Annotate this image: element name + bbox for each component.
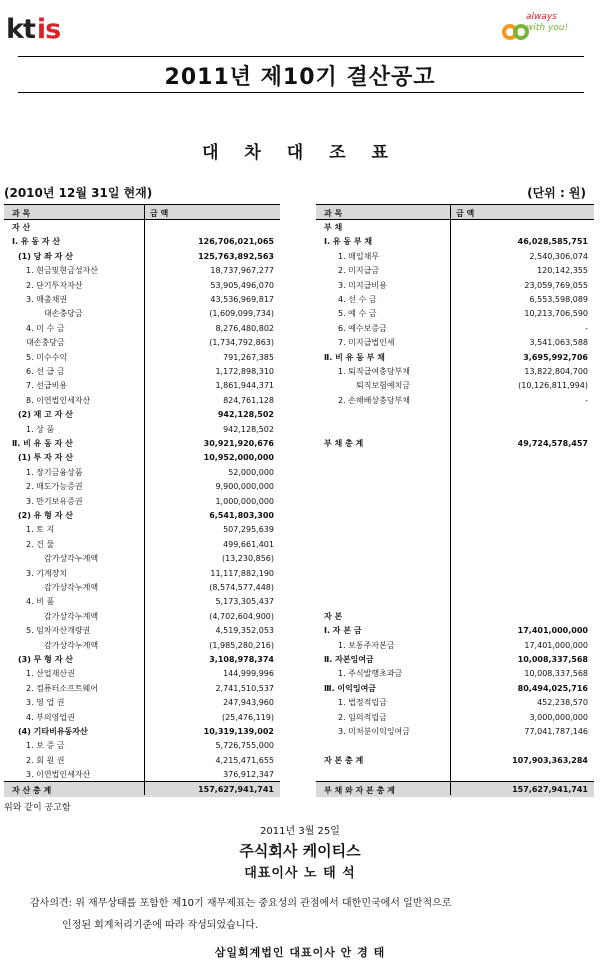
asset-row-label: 7. 선급비용 [26,381,68,391]
liability-equity-row-amount: 3,695,992,706 [523,352,588,362]
asset-row-label: 감가상각누계액 [44,554,99,564]
liability-equity-row [316,509,594,523]
asset-row-label: 3. 이연법인세자산 [26,770,91,780]
asset-row-label: 1. 토 지 [26,525,55,535]
asset-row-label: 6. 선 급 금 [26,367,65,376]
asset-row [4,250,280,264]
asset-row-amount: 4,215,471,655 [215,755,274,765]
liability-equity-row [316,365,594,379]
asset-row-label: 2. 매도가능증권 [26,482,83,492]
asset-row-label: 5. 미수수익 [26,352,68,362]
asset-row-label: (2) 재 고 자 산 [18,410,73,420]
liability-equity-row-label: 1. 법정적립금 [338,698,387,708]
liability-equity-row-amount: 13,822,804,700 [524,367,588,376]
liability-equity-row [316,624,594,638]
asset-row-label: 4. 미 수 금 [26,323,65,333]
liability-equity-row-amount: 49,724,578,457 [517,439,588,448]
asset-row-amount: 125,763,892,563 [198,251,274,261]
asset-row [4,322,280,336]
liability-equity-row [316,423,594,437]
liability-equity-row-amount: 3,000,000,000 [529,712,588,722]
asset-row-amount: 3,108,978,374 [209,655,274,664]
liability-equity-row-label: Ⅰ. 자 본 금 [324,626,362,636]
asset-row-label: (2) 유 형 자 산 [18,511,73,520]
liability-equity-row [316,322,594,336]
liability-equity-row [316,250,594,264]
title-rule-top [18,56,584,57]
liability-equity-row-label: 부 채 총 계 [324,439,364,448]
asset-row-amount: (4,702,604,900) [209,611,274,621]
asset-row-amount: 824,761,128 [223,395,274,405]
asset-row-amount: (1,734,792,863) [209,338,274,348]
liability-equity-row [316,653,594,667]
page-title: 2011년 제10기 결산공고 [164,65,436,90]
liability-equity-row-amount: 10,213,706,590 [524,309,588,319]
asset-row-amount: 8,276,480,802 [215,323,274,333]
liability-equity-row-amount: 6,553,598,089 [529,295,588,304]
asset-row-amount: 942,128,502 [217,410,274,420]
liability-equity-row-amount: 120,142,355 [537,266,588,276]
liability-equity-row [316,711,594,725]
liability-equity-row-amount: 23,059,769,055 [524,280,588,290]
asset-row-label: 1. 보 증 금 [26,741,65,751]
asset-row-label: 1. 산업재산권 [26,669,75,679]
assets-table-header [4,205,280,220]
asset-row-label: 8. 이연법인세자산 [26,395,91,405]
liability-equity-row [316,221,594,235]
asset-row-label: Ⅱ. 비 유 동 자 산 [12,439,73,448]
liability-equity-row [316,408,594,422]
asset-row [4,336,280,350]
asset-row-amount: (1,985,280,216) [209,640,274,650]
asset-row-amount: 52,000,000 [228,467,274,477]
asset-row-label: 자 산 [12,223,31,232]
kt-is-logo [6,14,60,45]
liability-equity-row-label: Ⅲ. 이익잉여금 [324,683,377,693]
liability-equity-row [316,754,594,768]
asset-row [4,595,280,609]
title-rule-bottom [18,92,584,93]
asset-row-amount: 10,319,139,002 [203,727,274,736]
asset-row [4,235,280,249]
liability-equity-row [316,336,594,350]
liability-equity-row [316,739,594,753]
liability-equity-row [316,451,594,465]
asset-row-label: 3. 영 업 권 [26,698,65,708]
liability-equity-row [316,667,594,681]
company-name: 주식회사 케이티스 [239,842,361,860]
column-header-item: 과 목 [12,209,31,218]
liability-equity-row-amount: 77,041,787,146 [524,727,588,736]
asset-row-amount: 43,536,969,817 [210,295,274,304]
liability-equity-row [316,768,594,782]
logo-always-text: always [526,12,557,22]
asset-row-amount: 4,519,352,053 [215,626,274,636]
asset-row-amount: 507,295,639 [223,525,274,535]
as-of-date: (2010년 12월 31일 현재) [4,186,153,200]
auditor-signature: 삼일회계법인 대표이사 안 경 태 [214,946,386,959]
always-with-you-logo [500,8,590,48]
liability-equity-row [316,264,594,278]
assets-total-row [4,781,280,797]
asset-row [4,552,280,566]
liability-equity-row-label: 4. 선 수 금 [338,295,377,304]
assets-total-amount: 157,627,941,741 [198,785,274,794]
liability-equity-row [316,437,594,451]
asset-row-amount: 5,173,305,437 [215,597,274,607]
column-header-amount: 금 액 [456,209,475,218]
asset-row [4,696,280,710]
asset-row [4,682,280,696]
asset-row-label: 대손충당금 [26,338,65,348]
liability-equity-row-label: 1. 주식발행초과금 [338,669,403,679]
audit-opinion-line-2: 인정된 회계처리기준에 따라 작성되었습니다. [62,920,259,931]
liability-equity-row-label: 1. 보통주자본금 [338,640,395,650]
asset-row-amount: 1,000,000,000 [215,496,274,506]
asset-row [4,466,280,480]
asset-row-label: 1. 장기금융상품 [26,467,83,477]
liability-equity-row-amount: 10,008,337,568 [517,655,588,664]
liabilities-equity-total-row [316,781,594,797]
asset-row [4,365,280,379]
liability-equity-row-label: Ⅱ. 자본잉여금 [324,655,374,664]
liability-equity-row-label: 자 본 총 계 [324,755,364,765]
asset-row [4,379,280,393]
asset-row [4,624,280,638]
liability-equity-row [316,696,594,710]
liability-equity-row-amount: 46,028,585,751 [517,237,588,247]
asset-row-amount: 30,921,920,676 [203,439,274,448]
liability-equity-row [316,480,594,494]
liability-equity-row [316,351,594,365]
asset-row [4,451,280,465]
liability-equity-row-amount: 107,903,363,284 [512,755,588,765]
liability-equity-row-label: 2. 임의적립금 [338,712,387,722]
asset-row-amount: 53,905,496,070 [210,280,274,290]
liability-equity-row-label: 5. 예 수 금 [338,309,377,319]
liability-equity-row-label: 7. 미지급법인세 [338,338,395,348]
liability-equity-row [316,379,594,393]
asset-row [4,739,280,753]
asset-row [4,264,280,278]
liability-equity-row-label: 부 채 [324,223,343,232]
asset-row [4,423,280,437]
liabilities-equity-total-label: 부 채 와 자 본 총 계 [324,786,395,795]
assets-total-label: 자 산 총 계 [12,786,52,795]
asset-row [4,653,280,667]
liabilities-equity-total-amount: 157,627,941,741 [512,785,588,794]
asset-row-label: (3) 무 형 자 산 [18,655,73,664]
asset-row [4,509,280,523]
asset-row-label: 1. 상 품 [26,424,55,434]
liability-equity-row-label: 6. 예수보증금 [338,323,387,333]
asset-row-label: 2. 건 물 [26,539,55,549]
asset-row-amount: 126,706,021,065 [198,237,274,247]
asset-row-amount: 791,267,385 [223,352,274,362]
liability-equity-row-label: 자 본 [324,611,343,621]
liability-equity-row-amount: 3,541,063,588 [529,338,588,348]
asset-row [4,610,280,624]
liability-equity-row [316,523,594,537]
liability-equity-row [316,567,594,581]
asset-row-label: Ⅰ. 유 동 자 산 [12,237,61,247]
asset-row-label: 2. 컴퓨터소프트웨어 [26,683,98,693]
audit-opinion [30,893,590,937]
logo-kt-text: kt [6,14,35,45]
asset-row-label: (1) 투 자 자 산 [18,453,73,463]
asset-row-amount: 247,943,960 [223,698,274,708]
asset-row [4,523,280,537]
asset-row-label: 2. 회 원 권 [26,755,65,765]
asset-row-amount: 6,541,803,300 [209,511,274,520]
asset-row-amount: 11,117,882,190 [210,568,274,578]
unit-label: (단위 : 원) [527,186,586,200]
asset-row [4,538,280,552]
asset-row-amount: (1,609,099,734) [209,309,274,319]
liability-equity-row [316,595,594,609]
assets-table [4,204,280,796]
asset-row-label: 3. 매출채권 [26,295,68,304]
logo-is-text: is [36,14,61,45]
liability-equity-row-amount: - [585,395,588,405]
asset-row-label: 대손충당금 [44,309,83,319]
asset-row [4,667,280,681]
liability-equity-row-label: 1. 퇴직급여충당부채 [338,367,410,376]
liability-equity-row-label: Ⅰ. 유 동 부 채 [324,237,373,247]
asset-row-amount: 376,912,347 [223,770,274,780]
asset-row-amount: 144,999,996 [223,669,274,679]
asset-row-label: 3. 만기보유증권 [26,496,83,506]
asset-row-amount: 2,741,510,537 [215,683,274,693]
asset-row [4,768,280,782]
liability-equity-row [316,682,594,696]
liability-equity-row [316,639,594,653]
liability-equity-row [316,293,594,307]
ceo-name: 대표이사 노 태 석 [244,866,356,881]
asset-row-amount: 10,952,000,000 [203,453,274,463]
column-header-item: 과 목 [324,209,343,218]
liability-equity-row-label: 1. 매입채무 [338,251,380,261]
asset-row-label: 5. 임차자산개량권 [26,626,91,636]
asset-row-amount: (8,574,577,448) [209,583,274,592]
audit-opinion-line-1: 감사의견: 위 재무상태를 포함한 제10기 재무제표는 중요성의 관점에서 대한민국에서 일반적으로 [30,898,452,909]
notice-text: 위와 같이 공고함 [4,803,71,813]
liability-equity-row [316,495,594,509]
asset-row [4,567,280,581]
liability-equity-row-label: 3. 미처분이익잉여금 [338,727,410,736]
liability-equity-row-label: 퇴직보험예치금 [356,381,411,391]
asset-row-amount: 18,737,967,277 [210,266,274,276]
column-header-amount: 금 액 [150,209,169,218]
asset-row [4,437,280,451]
asset-row-label: 감가상각누계액 [44,611,99,621]
asset-row-amount: (25,476,119) [221,712,274,722]
asset-row-amount: 1,861,944,371 [215,381,274,391]
liability-equity-row-amount: 80,494,025,716 [517,683,588,693]
liabilities-table-header [316,205,594,220]
asset-row-amount: 5,726,755,000 [215,741,274,751]
liability-equity-row-amount: 17,401,000,000 [524,640,588,650]
liability-equity-row [316,466,594,480]
liability-equity-row [316,279,594,293]
asset-row-amount: 942,128,502 [223,424,274,434]
asset-row [4,279,280,293]
liability-equity-row-label: 2. 손해배상충당부채 [338,395,410,405]
liability-equity-row-amount: - [585,323,588,333]
logo-with-you-text: with you! [526,23,569,33]
liability-equity-row-amount: 10,008,337,568 [524,669,588,679]
asset-row-amount: 499,661,401 [223,539,274,549]
notice-date: 2011년 3월 25일 [260,826,340,837]
liability-equity-row [316,394,594,408]
liability-equity-row-label: 2. 미지급금 [338,266,380,276]
liability-equity-row-amount: 2,540,306,074 [529,251,588,261]
liability-equity-row [316,610,594,624]
liability-equity-row-amount: (10,126,811,994) [518,381,588,391]
asset-row [4,639,280,653]
asset-row-amount: (13,230,856) [221,554,274,564]
asset-row-label: (4) 기타비유동자산 [18,727,88,736]
asset-row [4,293,280,307]
liability-equity-row [316,581,594,595]
liability-equity-row-label: 3. 미지급비용 [338,280,387,290]
asset-row [4,221,280,235]
asset-row-label: 4. 비 품 [26,597,55,607]
asset-row-amount: 9,900,000,000 [215,482,274,492]
liability-equity-row [316,307,594,321]
liabilities-equity-table [316,204,594,796]
asset-row [4,725,280,739]
asset-row [4,581,280,595]
asset-row [4,711,280,725]
asset-row-label: 감가상각누계액 [44,583,99,592]
liability-equity-row-amount: 452,238,570 [537,698,588,708]
asset-row-label: 3. 기계장치 [26,568,68,578]
asset-row [4,307,280,321]
asset-row-label: 2. 단기투자자산 [26,280,83,290]
asset-row [4,754,280,768]
liability-equity-row [316,235,594,249]
asset-row-label: 1. 현금및현금성자산 [26,266,98,276]
asset-row [4,408,280,422]
liability-equity-row [316,725,594,739]
asset-row [4,480,280,494]
liability-equity-row [316,538,594,552]
asset-row-label: (1) 당 좌 자 산 [18,251,73,261]
liability-equity-row [316,552,594,566]
asset-row-label: 감가상각누계액 [44,640,99,650]
statement-title: 대 차 대 조 표 [202,143,398,163]
asset-row [4,394,280,408]
asset-row-label: 4. 부의영업권 [26,712,75,722]
asset-row [4,495,280,509]
asset-row [4,351,280,365]
asset-row-amount: 1,172,898,310 [215,367,274,376]
liability-equity-row-amount: 17,401,000,000 [517,626,588,636]
liability-equity-row-label: Ⅱ. 비 유 동 부 채 [324,352,385,362]
